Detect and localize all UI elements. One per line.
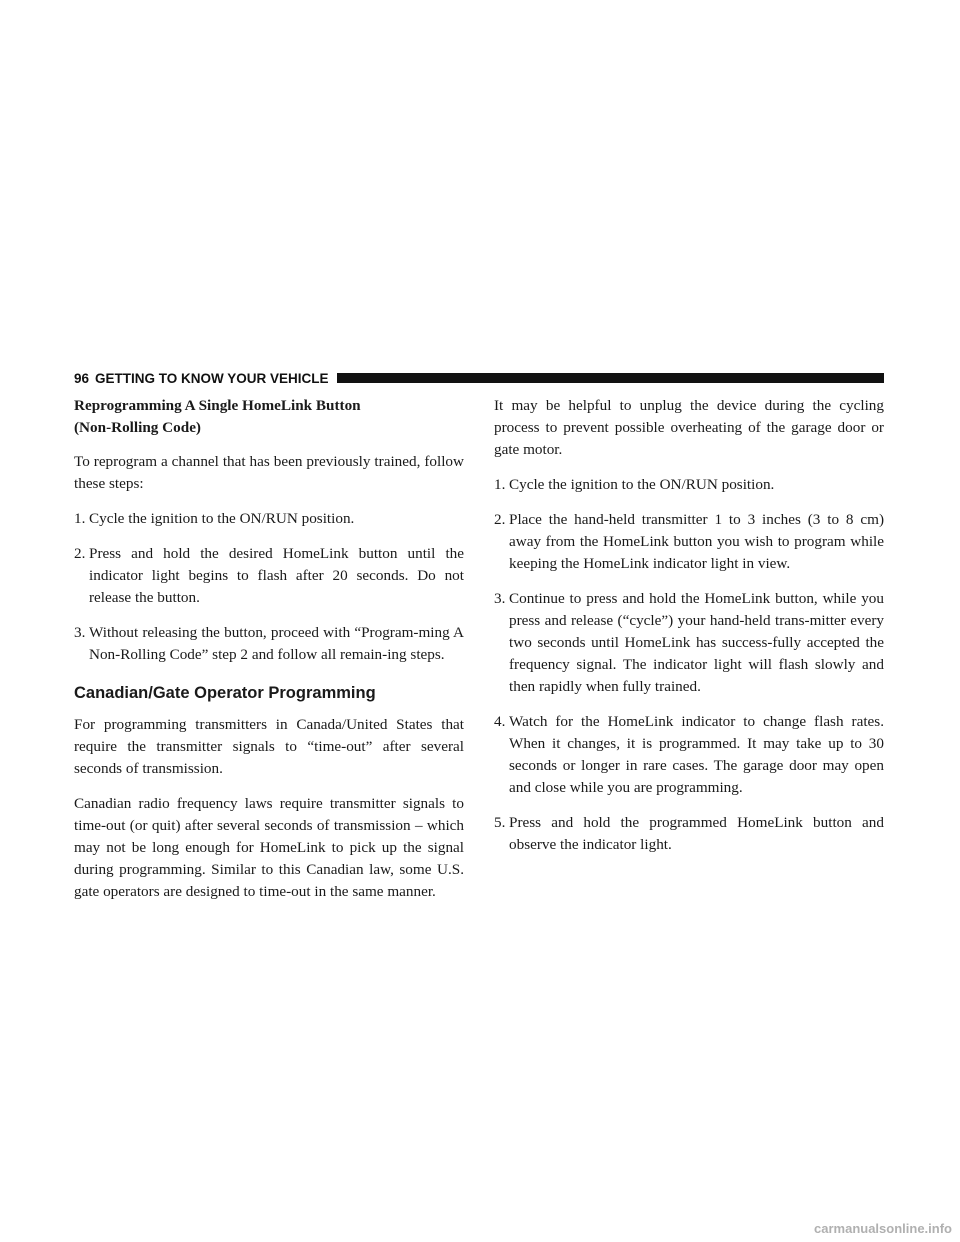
right-column	[494, 395, 884, 869]
step-number: 3.	[74, 624, 86, 641]
left-column	[74, 395, 464, 916]
right-intro-paragraph: It may be helpful to unplug the device during the cycling process to prevent possible overheating of the garage door or gate motor.	[494, 397, 884, 458]
left-step-1	[74, 508, 464, 530]
right-step-5	[494, 812, 884, 856]
step-text: Press and hold the programmed HomeLink button and observe the indicator light.	[509, 814, 884, 853]
step-text: Without releasing the button, proceed with “Program-ming A Non-Rolling Code” step 2 and follow all remain-ing steps.	[89, 624, 464, 663]
right-step-1	[494, 474, 884, 496]
subheading-line-2: (Non-Rolling Code)	[74, 419, 201, 436]
step-number: 3.	[494, 590, 506, 607]
step-number: 1.	[494, 476, 506, 493]
step-number: 2.	[494, 511, 506, 528]
subheading	[74, 395, 464, 439]
section-title: GETTING TO KNOW YOUR VEHICLE	[95, 370, 329, 386]
right-step-4	[494, 711, 884, 799]
left-step-2	[74, 543, 464, 609]
subheading-line-1: Reprogramming A Single HomeLink Button	[74, 397, 361, 414]
step-text: Press and hold the desired HomeLink button until the indicator light begins to flash after 20 seconds. Do not release the button.	[89, 545, 464, 606]
step-text: Cycle the ignition to the ON/RUN position.	[89, 510, 355, 527]
step-number: 5.	[494, 814, 506, 831]
section-heading: Canadian/Gate Operator Programming	[74, 684, 376, 702]
left-paragraph-2: Canadian radio frequency laws require transmitter signals to time-out (or quit) after several seconds of transmission – which may not be long enough for HomeLink to pick up the signal during programming. Similar to this Canadian law, some U.S. gate operators are designed to time-out in the same manner.	[74, 795, 464, 900]
step-text: Watch for the HomeLink indicator to change flash rates. When it changes, it is programmed. It may take up to 30 seconds or longer in rare cases. The garage door may open and close while you are programming.	[509, 713, 884, 796]
left-step-3	[74, 622, 464, 666]
step-text: Cycle the ignition to the ON/RUN position.	[509, 476, 775, 493]
left-paragraph-1: For programming transmitters in Canada/United States that require the transmitter signals to “time-out” after several seconds of transmission.	[74, 716, 464, 777]
step-number: 4.	[494, 713, 506, 730]
step-number: 1.	[74, 510, 86, 527]
page-header	[74, 368, 884, 388]
right-step-2	[494, 509, 884, 575]
step-text: Continue to press and hold the HomeLink button, while you press and release (“cycle”) your hand-held trans-mitter every two seconds until HomeLink has success-fully accepted the frequency signal. The indicator light will flash slowly and then rapidly when fully trained.	[509, 590, 884, 695]
step-text: Place the hand-held transmitter 1 to 3 inches (3 to 8 cm) away from the HomeLink button you wish to program while keeping the HomeLink indicator light in view.	[509, 511, 884, 572]
step-number: 2.	[74, 545, 86, 562]
left-intro-paragraph: To reprogram a channel that has been previously trained, follow these steps:	[74, 453, 464, 492]
watermark: carmanualsonline.info	[814, 1221, 952, 1236]
header-rule	[337, 373, 884, 383]
right-step-3	[494, 588, 884, 698]
page-number: 96	[74, 370, 90, 386]
